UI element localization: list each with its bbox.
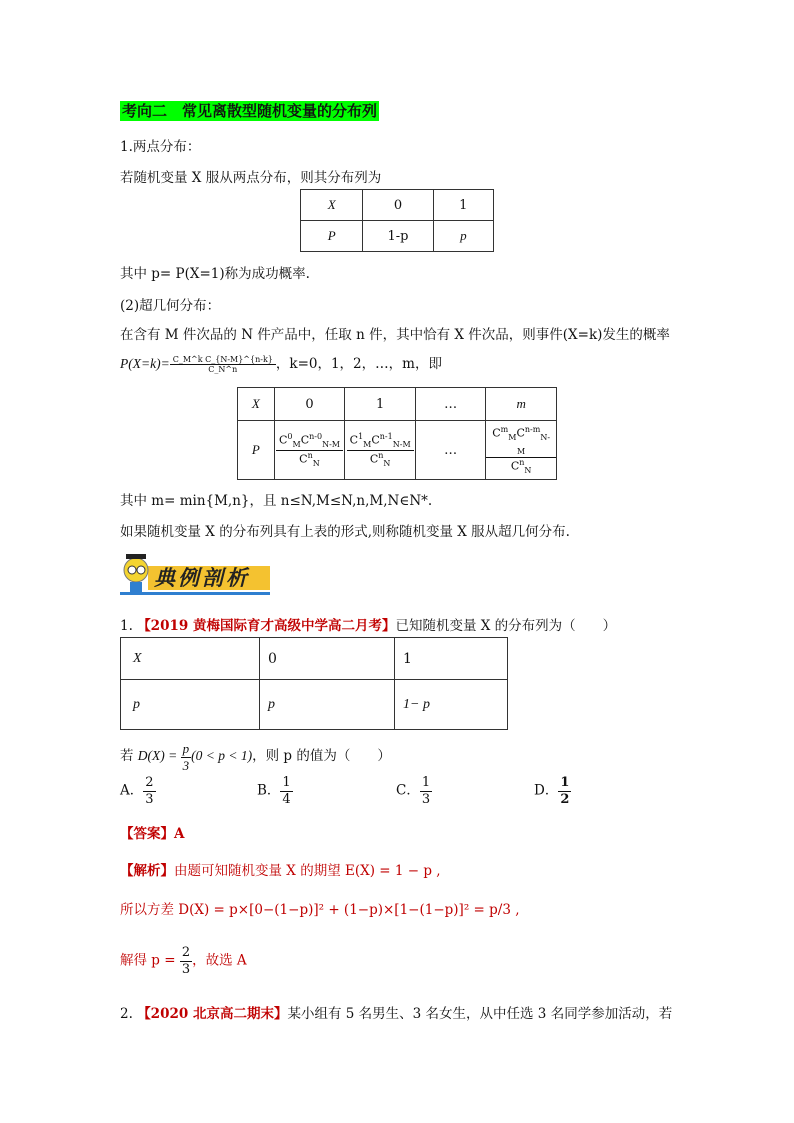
two-point-title: 1.两点分布： <box>120 139 201 155</box>
analysis-pre: 解得 p = <box>120 952 180 969</box>
two-point-note: 其中 p= P(X=1)称为成功概率. <box>120 266 310 282</box>
table-cell: m <box>486 388 557 421</box>
formula-numerator: C_M^k C_{N-M}^{n-k} <box>170 355 276 365</box>
formula-lhs: P(X=k)= <box>120 356 170 371</box>
condition-pre: 若 <box>120 748 134 765</box>
question-source: 【2019 黄梅国际育才高级中学高二月考】 <box>137 618 396 634</box>
option-numerator: 1 <box>421 775 431 790</box>
option-denominator: 3 <box>145 791 154 807</box>
question-1-table <box>120 637 508 730</box>
question-source: 【2020 北京高二期末】 <box>137 1006 288 1022</box>
analysis-line-1 <box>120 859 441 879</box>
table-cell: 1-p <box>363 221 433 252</box>
table-cell: 0 <box>274 388 345 421</box>
option-c[interactable] <box>396 775 432 807</box>
analysis-line-2: 所以方差 D(X) = p×[0−(1−p)]² + (1−p)×[1−(1−p)]² = p/3 , <box>120 902 520 918</box>
question-1-header <box>120 614 616 634</box>
table-cell: … <box>415 421 485 480</box>
option-label: A． <box>120 782 144 799</box>
analysis-post: ，故选 A <box>192 952 247 969</box>
hyper-title: (2)超几何分布： <box>120 298 221 314</box>
option-denominator: 3 <box>421 791 431 807</box>
option-d[interactable] <box>534 775 571 807</box>
banner-title: 典例剖析 <box>154 565 250 590</box>
analysis-line-3: 解得 p = $\frac{2}{3}$ ，故选 A <box>120 945 247 977</box>
hyper-formula <box>120 352 442 374</box>
option-numerator: 1 <box>560 775 570 790</box>
formula-rest: ，k=0，1，2，…，m，即 <box>275 356 442 372</box>
question-number: 2. <box>120 1006 133 1022</box>
option-label: B． <box>257 782 281 799</box>
option-label: C． <box>396 782 420 799</box>
hyper-table <box>237 387 557 480</box>
table-cell: 1 <box>395 638 508 680</box>
table-cell: X <box>238 388 275 421</box>
example-banner <box>120 548 270 598</box>
option-a[interactable] <box>120 775 156 807</box>
question-stem: 某小组有 5 名男生、3 名女生，从中任选 3 名同学参加活动，若 <box>287 1006 673 1022</box>
prob-fraction: $\frac{C^0_MC^{n-0}_{N-M}}{C^n_N}$ <box>276 432 343 467</box>
hyper-intro: 在含有 M 件次品的 N 件产品中，任取 n 件，其中恰有 X 件次品，则事件(X=k)发生的概率 <box>120 327 670 343</box>
hyper-note: 其中 m= min{M,n}，且 n≤N,M≤N,n,M,N∈N*. <box>120 493 433 509</box>
table-cell: … <box>415 388 485 421</box>
table-cell: P <box>301 221 363 252</box>
question-stem: 已知随机变量 X 的分布列为（ ） <box>395 618 617 634</box>
table-cell <box>345 421 416 480</box>
table-cell <box>486 421 557 480</box>
table-cell: 0 <box>363 190 433 221</box>
option-b[interactable] <box>257 775 293 807</box>
option-numerator: 2 <box>145 775 154 790</box>
table-cell: 0 <box>260 638 395 680</box>
two-point-table <box>300 189 494 252</box>
analysis-tag: 【解析】 <box>120 863 174 879</box>
table-cell <box>274 421 345 480</box>
table-cell: p <box>433 221 493 252</box>
analysis-text: 由题可知随机变量 X 的期望 E(X) = 1 − p , <box>174 863 441 879</box>
option-denominator: 4 <box>282 791 291 807</box>
table-cell: X <box>301 190 363 221</box>
table-cell: P <box>238 421 275 480</box>
prob-fraction: $\frac{C^m_MC^{n-m}_{N-M}}{C^n_N}$ <box>486 425 556 474</box>
formula-fraction <box>170 355 276 374</box>
prob-fraction: $\frac{C^1_MC^{n-1}_{N-M}}{C^n_N}$ <box>347 432 414 467</box>
option-label: D． <box>534 782 559 799</box>
table-cell: p <box>121 680 260 730</box>
table-cell: p <box>260 680 395 730</box>
table-cell: 1 <box>433 190 493 221</box>
option-numerator: 1 <box>282 775 291 790</box>
answer-value: A <box>174 826 185 842</box>
answer-line <box>120 822 184 842</box>
question-number: 1. <box>120 618 133 634</box>
two-point-intro: 若随机变量 X 服从两点分布，则其分布列为 <box>120 170 382 186</box>
formula-denominator: C_N^n <box>208 365 238 374</box>
hyper-conclusion: 如果随机变量 X 的分布列具有上表的形式,则称随机变量 X 服从超几何分布. <box>120 524 570 540</box>
table-cell: 1 <box>345 388 416 421</box>
table-cell: 1− p <box>395 680 508 730</box>
question-2-header <box>120 1002 672 1022</box>
question-1-condition <box>120 741 391 773</box>
table-cell: X <box>121 638 260 680</box>
condition-math: D(X) = $\frac{p}{3}$ (0 < p < 1) <box>137 741 253 773</box>
condition-post: ，则 p 的值为（ ） <box>252 748 391 765</box>
option-denominator: 2 <box>560 791 570 807</box>
answer-tag: 【答案】 <box>120 826 174 842</box>
section-heading: 考向二 常见离散型随机变量的分布列 <box>122 102 378 120</box>
